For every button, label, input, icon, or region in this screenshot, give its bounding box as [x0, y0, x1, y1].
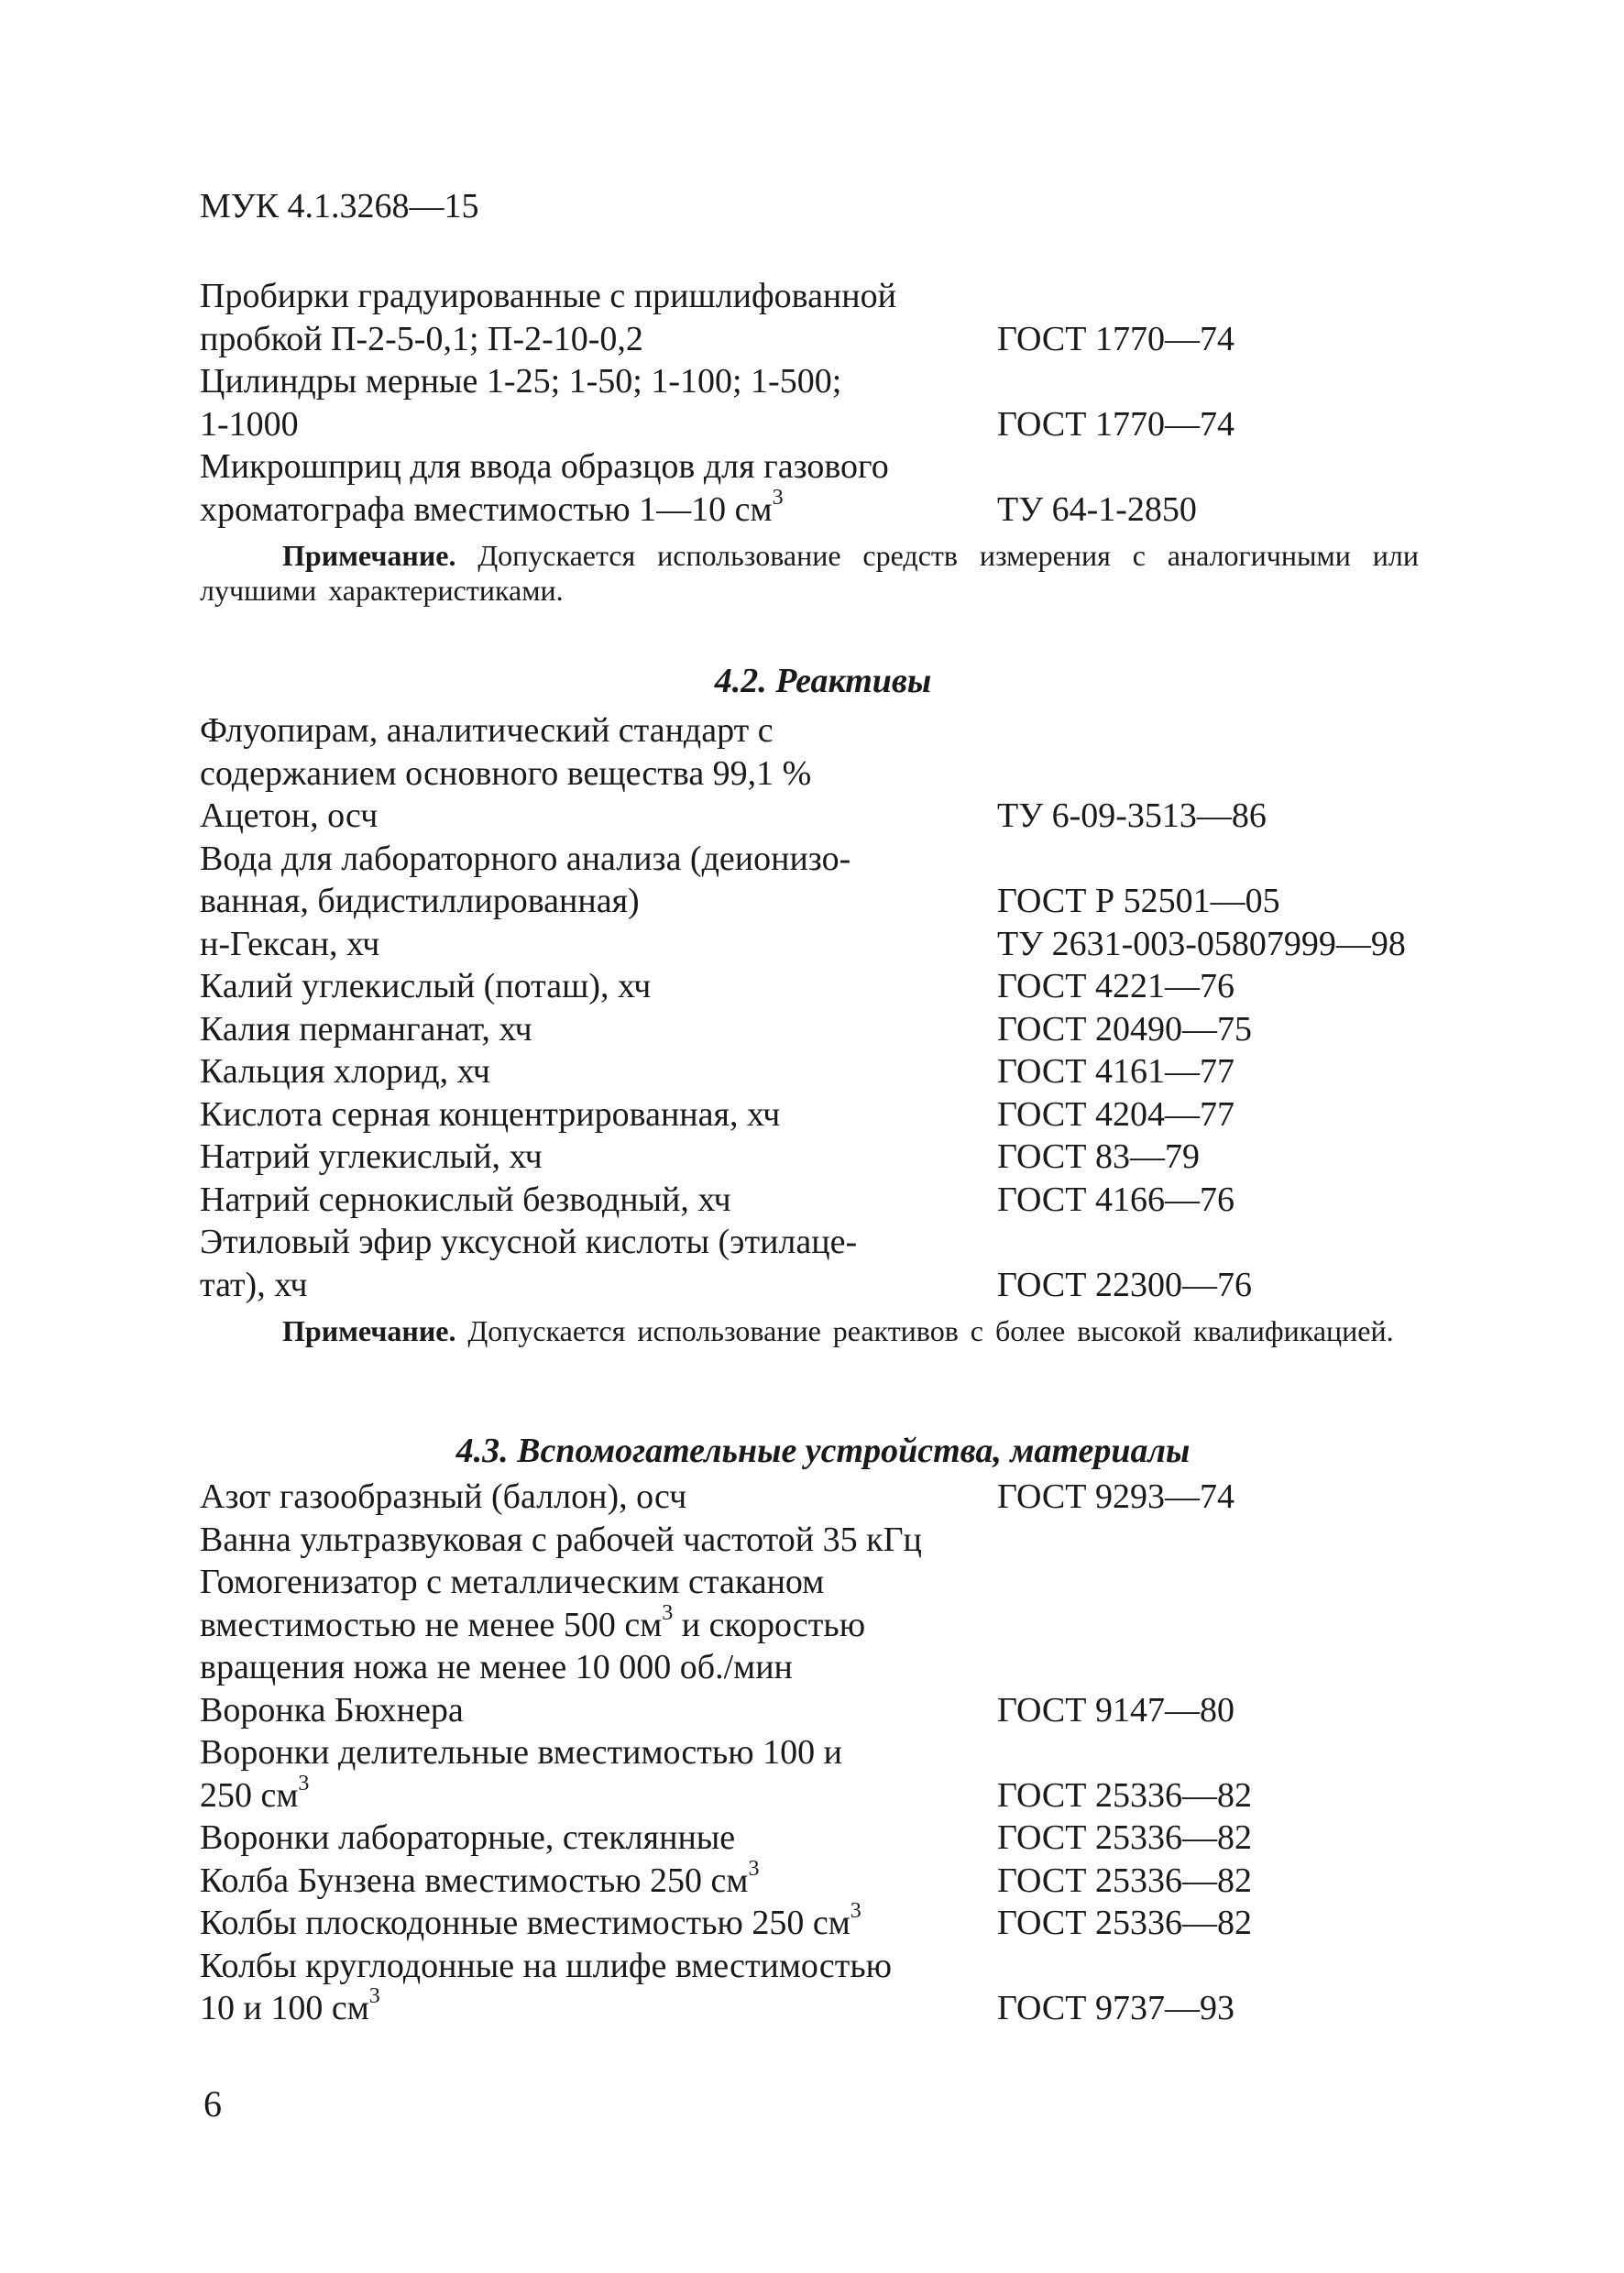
list-item	[200, 795, 1446, 838]
item-standard: ГОСТ 4166—76	[997, 1180, 1234, 1219]
list-item	[200, 965, 1446, 1008]
item-name: хроматографа вместимостью 1—10 см	[200, 489, 773, 529]
list-item	[200, 838, 1446, 923]
list-item	[200, 1050, 1446, 1093]
list-item	[200, 360, 1446, 445]
item-name: пробкой П-2-5-0,1; П-2-10-0,2	[200, 319, 643, 358]
list-item	[200, 1561, 1446, 1689]
item-name: тат), хч	[200, 1265, 308, 1304]
item-name: Флуопирам, аналитический стандарт с	[200, 711, 774, 750]
list-item	[200, 1899, 1446, 1945]
list-item	[200, 1476, 1446, 1519]
item-standard: ГОСТ 9293—74	[997, 1477, 1234, 1516]
item-standard: ТУ 2631-003-05807999—98	[997, 924, 1406, 963]
item-name: вращения ножа не менее 10 000 об./мин	[200, 1648, 793, 1686]
section-heading-reagents: 4.2. Реактивы	[714, 662, 932, 700]
list-item	[200, 1093, 1446, 1136]
list-item	[200, 1179, 1446, 1222]
note-text: Допускается использование реактивов с более высокой квалификацией.	[467, 1314, 1394, 1347]
measuring-tools-list	[200, 275, 1446, 608]
item-standard: ТУ 64-1-2850	[997, 489, 1197, 529]
auxiliary-section	[200, 1430, 1446, 2030]
item-name: Воронки лабораторные, стеклянные	[200, 1818, 736, 1857]
note-text: Допускается использование средств измерения с аналогичными или лучшими характеристиками.	[200, 539, 1420, 607]
item-name: Пробирки градуированные с пришлифованной	[200, 277, 896, 315]
superscript-cubic: 3	[850, 1899, 861, 1924]
list-item	[200, 1008, 1446, 1051]
list-item	[200, 923, 1446, 966]
superscript-cubic: 3	[772, 485, 784, 510]
item-standard: ГОСТ Р 52501—05	[997, 882, 1280, 920]
item-name: Натрий сернокислый безводный, хч	[200, 1180, 731, 1219]
note-measuring-tools	[200, 538, 1419, 608]
item-standard: ГОСТ 4204—77	[997, 1094, 1234, 1134]
item-standard: ГОСТ 22300—76	[997, 1265, 1252, 1304]
item-standard: ГОСТ 25336—82	[997, 1904, 1252, 1942]
item-name: 10 и 100 см	[200, 1989, 369, 2027]
document-code: МУК 4.1.3268—15	[200, 187, 479, 225]
list-item	[200, 1817, 1446, 1860]
list-item	[200, 1945, 1446, 2030]
item-name: Воронки делительные вместимостью 100 и	[200, 1733, 842, 1772]
item-name: Колбы круглодонные на шлифе вместимостью	[200, 1946, 893, 1985]
item-name: Кислота серная концентрированная, хч	[200, 1094, 781, 1134]
item-name: Цилиндры мерные 1-25; 1-50; 1-100; 1-500;	[200, 362, 842, 401]
list-item	[200, 445, 1446, 531]
item-standard: ГОСТ 25336—82	[997, 1818, 1252, 1857]
list-item	[200, 275, 1446, 360]
list-item	[200, 1856, 1446, 1903]
list-item	[200, 709, 1446, 795]
item-name: 1-1000	[200, 404, 299, 444]
item-name: Азот газообразный (баллон), осч	[200, 1477, 687, 1516]
item-standard: ГОСТ 4221—76	[997, 967, 1234, 1005]
superscript-cubic: 3	[748, 1856, 760, 1881]
superscript-cubic: 3	[662, 1600, 674, 1625]
superscript-cubic: 3	[298, 1771, 310, 1795]
list-item	[200, 1136, 1446, 1179]
note-reagents	[200, 1313, 1419, 1348]
note-label: Примечание.	[282, 1314, 456, 1347]
item-name: Воронка Бюхнера	[200, 1690, 464, 1729]
item-name: Калий углекислый (поташ), хч	[200, 967, 652, 1005]
item-standard: ГОСТ 25336—82	[997, 1861, 1252, 1900]
item-standard: ГОСТ 9147—80	[997, 1690, 1234, 1729]
item-name: Вода для лабораторного анализа (деионизо-	[200, 839, 851, 878]
item-name: содержанием основного вещества 99,1 %	[200, 753, 812, 793]
section-heading-auxiliary: 4.3. Вспомогательные устройства, материалы	[455, 1432, 1191, 1470]
item-name: ванная, бидистиллированная)	[200, 882, 640, 920]
item-name: вместимостью не менее 500 см	[200, 1605, 663, 1644]
item-name: 250 см	[200, 1775, 299, 1815]
superscript-cubic: 3	[368, 1984, 380, 2009]
item-name: Калия перманганат, хч	[200, 1009, 532, 1049]
reagents-section	[200, 660, 1446, 1348]
item-name: Ванна ультразвуковая с рабочей частотой 35 кГц	[200, 1520, 922, 1559]
item-name-tail: и скоростью	[673, 1605, 866, 1644]
item-name: Этиловый эфир уксусной кислоты (этилаце-	[200, 1223, 858, 1261]
item-standard: ТУ 6-09-3513—86	[997, 796, 1267, 835]
list-item	[200, 1221, 1446, 1306]
item-standard: ГОСТ 4161—77	[997, 1052, 1234, 1091]
page-number: 6	[203, 2083, 222, 2125]
note-label: Примечание.	[282, 539, 456, 572]
item-standard: ГОСТ 1770—74	[997, 404, 1234, 444]
list-item	[200, 1689, 1446, 1732]
list-item	[200, 1731, 1446, 1817]
item-standard: ГОСТ 1770—74	[997, 319, 1234, 358]
item-standard: ГОСТ 25336—82	[997, 1775, 1252, 1815]
item-standard: ГОСТ 83—79	[997, 1137, 1200, 1176]
item-name: Колбы плоскодонные вместимостью 250 см	[200, 1904, 850, 1942]
item-name: Ацетон, осч	[200, 796, 379, 835]
item-name: Натрий углекислый, хч	[200, 1137, 543, 1176]
item-name: н-Гексан, хч	[200, 924, 380, 963]
item-standard: ГОСТ 20490—75	[997, 1009, 1252, 1049]
item-name: Микрошприц для ввода образцов для газового	[200, 447, 889, 486]
item-standard: ГОСТ 9737—93	[997, 1989, 1234, 2027]
list-item	[200, 1519, 1446, 1562]
item-name: Колба Бунзена вместимостью 250 см	[200, 1861, 749, 1900]
item-name: Гомогенизатор с металлическим стаканом	[200, 1563, 825, 1601]
item-name: Кальция хлорид, хч	[200, 1052, 490, 1091]
